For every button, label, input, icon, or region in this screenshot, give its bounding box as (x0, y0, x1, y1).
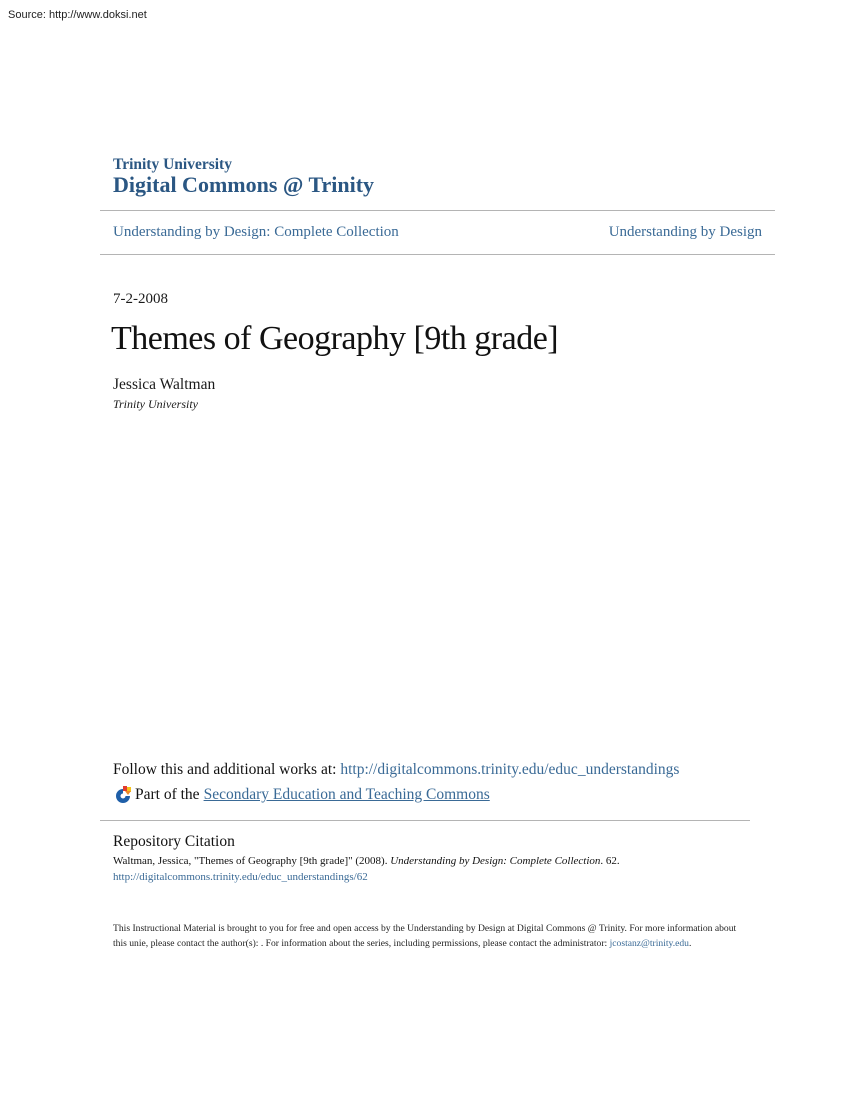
part-of-label: Part of the (135, 786, 200, 803)
citation-plain: Waltman, Jessica, "Themes of Geography [9th grade]" (2008). (113, 855, 391, 867)
notice-text: This Instructional Material is brought to you for free and open access by the Understanding by Design at Digital Commons @ Trinity. For more information about this unie, please contact the author(s): . For information about the series, including permissions, please contact the administrator: (113, 923, 737, 949)
collection-url-link[interactable]: http://digitalcommons.trinity.edu/educ_understandings (340, 761, 680, 778)
collection-link[interactable]: Understanding by Design: Complete Collection (113, 224, 399, 240)
divider (100, 210, 775, 211)
series-link[interactable]: Understanding by Design (608, 224, 762, 240)
author-name: Jessica Waltman (113, 376, 216, 393)
citation-text (113, 855, 620, 867)
follow-line (113, 761, 679, 779)
document-title: Themes of Geography [9th grade] (111, 320, 559, 357)
institution-name: Trinity University (113, 156, 232, 173)
access-notice (113, 921, 743, 951)
source-banner: Source: http://www.doksi.net (8, 9, 147, 21)
author-affiliation: Trinity University (113, 397, 198, 411)
bepress-commons-icon (113, 785, 133, 805)
divider (100, 254, 775, 255)
publication-date: 7-2-2008 (113, 291, 168, 307)
repository-name[interactable]: Digital Commons @ Trinity (113, 172, 375, 197)
part-of-line (113, 785, 490, 805)
discipline-link[interactable]: Secondary Education and Teaching Commons (203, 786, 490, 803)
divider (100, 820, 750, 821)
citation-collection: Understanding by Design: Complete Collection (390, 855, 601, 867)
follow-label: Follow this and additional works at: (113, 761, 341, 778)
citation-url-link[interactable]: http://digitalcommons.trinity.edu/educ_understandings/62 (113, 871, 368, 883)
citation-heading: Repository Citation (113, 833, 235, 850)
admin-email-link[interactable]: jcostanz@trinity.edu (609, 938, 689, 949)
citation-end: . 62. (600, 855, 620, 867)
notice-end: . (688, 938, 692, 949)
